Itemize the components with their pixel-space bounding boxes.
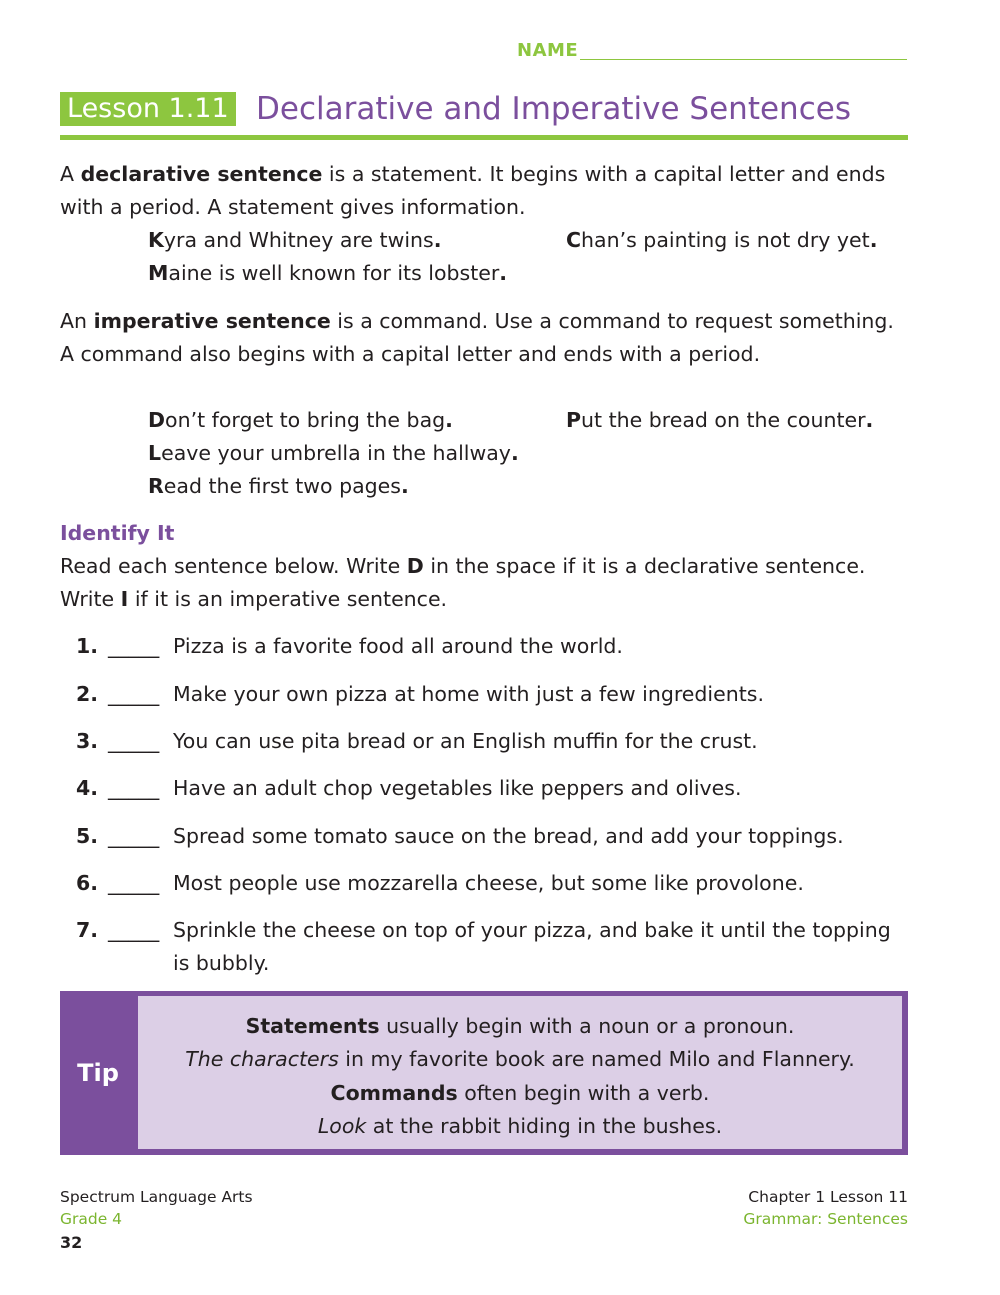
grade-label: Grade 4	[60, 1210, 123, 1228]
question-number: 3.	[76, 729, 99, 753]
imperative-example: Put the bread on the counter.	[566, 408, 874, 432]
imperative-example: Leave your umbrella in the hallway.	[148, 441, 519, 465]
book-title: Spectrum Language Arts	[60, 1188, 253, 1206]
name-write-line[interactable]	[580, 59, 907, 60]
declarative-example: Maine is well known for its lobster.	[148, 261, 508, 285]
footer-chapter-info	[743, 1186, 908, 1230]
question-number: 4.	[76, 776, 99, 800]
question-text: Make your own pizza at home with just a few ingredients.	[173, 682, 764, 706]
question-number: 7.	[76, 918, 99, 942]
question-text: Have an adult chop vegetables like peppers and olives.	[173, 776, 742, 800]
declarative-term: declarative sentence	[80, 162, 323, 186]
lesson-tag: Lesson 1.11	[60, 92, 236, 126]
title-divider	[60, 135, 908, 140]
answer-blank[interactable]: _____	[108, 871, 160, 895]
question-number: 1.	[76, 634, 99, 658]
answer-blank[interactable]: _____	[108, 634, 160, 658]
question-text: Most people use mozzarella cheese, but some like provolone.	[173, 871, 804, 895]
tip-line: Commands often begin with a verb.	[330, 1081, 710, 1105]
declarative-definition: A declarative sentence is a statement. It begins with a capital letter and ends with a period. A statement gives information.	[60, 162, 886, 219]
tip-content	[138, 996, 902, 1149]
identify-heading: Identify It	[60, 521, 175, 545]
imperative-example: Don’t forget to bring the bag.	[148, 408, 453, 432]
name-field[interactable]	[517, 38, 907, 64]
tip-example: Look at the rabbit hiding in the bushes.	[317, 1114, 723, 1138]
question-number: 2.	[76, 682, 99, 706]
topic-label: Grammar: Sentences	[743, 1210, 908, 1228]
answer-blank[interactable]: _____	[108, 682, 160, 706]
question-text: Pizza is a favorite food all around the world.	[173, 634, 623, 658]
declarative-example: Kyra and Whitney are twins.	[148, 228, 442, 252]
question-text: You can use pita bread or an English muffin for the crust.	[173, 729, 758, 753]
identify-instructions: Read each sentence below. Write D in the space if it is a declarative sentence. Write I if it is an imperative sentence.	[60, 554, 866, 611]
question-text: Spread some tomato sauce on the bread, and add your toppings.	[173, 824, 844, 848]
lesson-header	[60, 90, 908, 142]
lesson-title: Declarative and Imperative Sentences	[256, 91, 851, 127]
tip-label: Tip	[77, 1059, 119, 1087]
tip-line: Statements usually begin with a noun or a pronoun.	[245, 1014, 795, 1038]
answer-blank[interactable]: _____	[108, 776, 160, 800]
question-number: 6.	[76, 871, 99, 895]
imperative-example: Read the first two pages.	[148, 474, 409, 498]
answer-blank[interactable]: _____	[108, 824, 160, 848]
declarative-example: Chan’s painting is not dry yet.	[566, 228, 878, 252]
tip-example: The characters in my favorite book are named Milo and Flannery.	[185, 1047, 855, 1071]
chapter-label: Chapter 1 Lesson 11	[748, 1188, 908, 1206]
tip-box	[60, 991, 908, 1155]
page-number: 32	[60, 1233, 83, 1252]
question-number: 5.	[76, 824, 99, 848]
imperative-definition: An imperative sentence is a command. Use a command to request something. A command also begins with a capital letter and ends with a period.	[60, 309, 894, 366]
imperative-term: imperative sentence	[93, 309, 331, 333]
question-text: Sprinkle the cheese on top of your pizza, and bake it until the topping is bubbly.	[173, 918, 891, 975]
footer-book-info	[60, 1186, 253, 1230]
name-label: NAME	[517, 40, 579, 61]
answer-blank[interactable]: _____	[108, 918, 160, 942]
answer-blank[interactable]: _____	[108, 729, 160, 753]
